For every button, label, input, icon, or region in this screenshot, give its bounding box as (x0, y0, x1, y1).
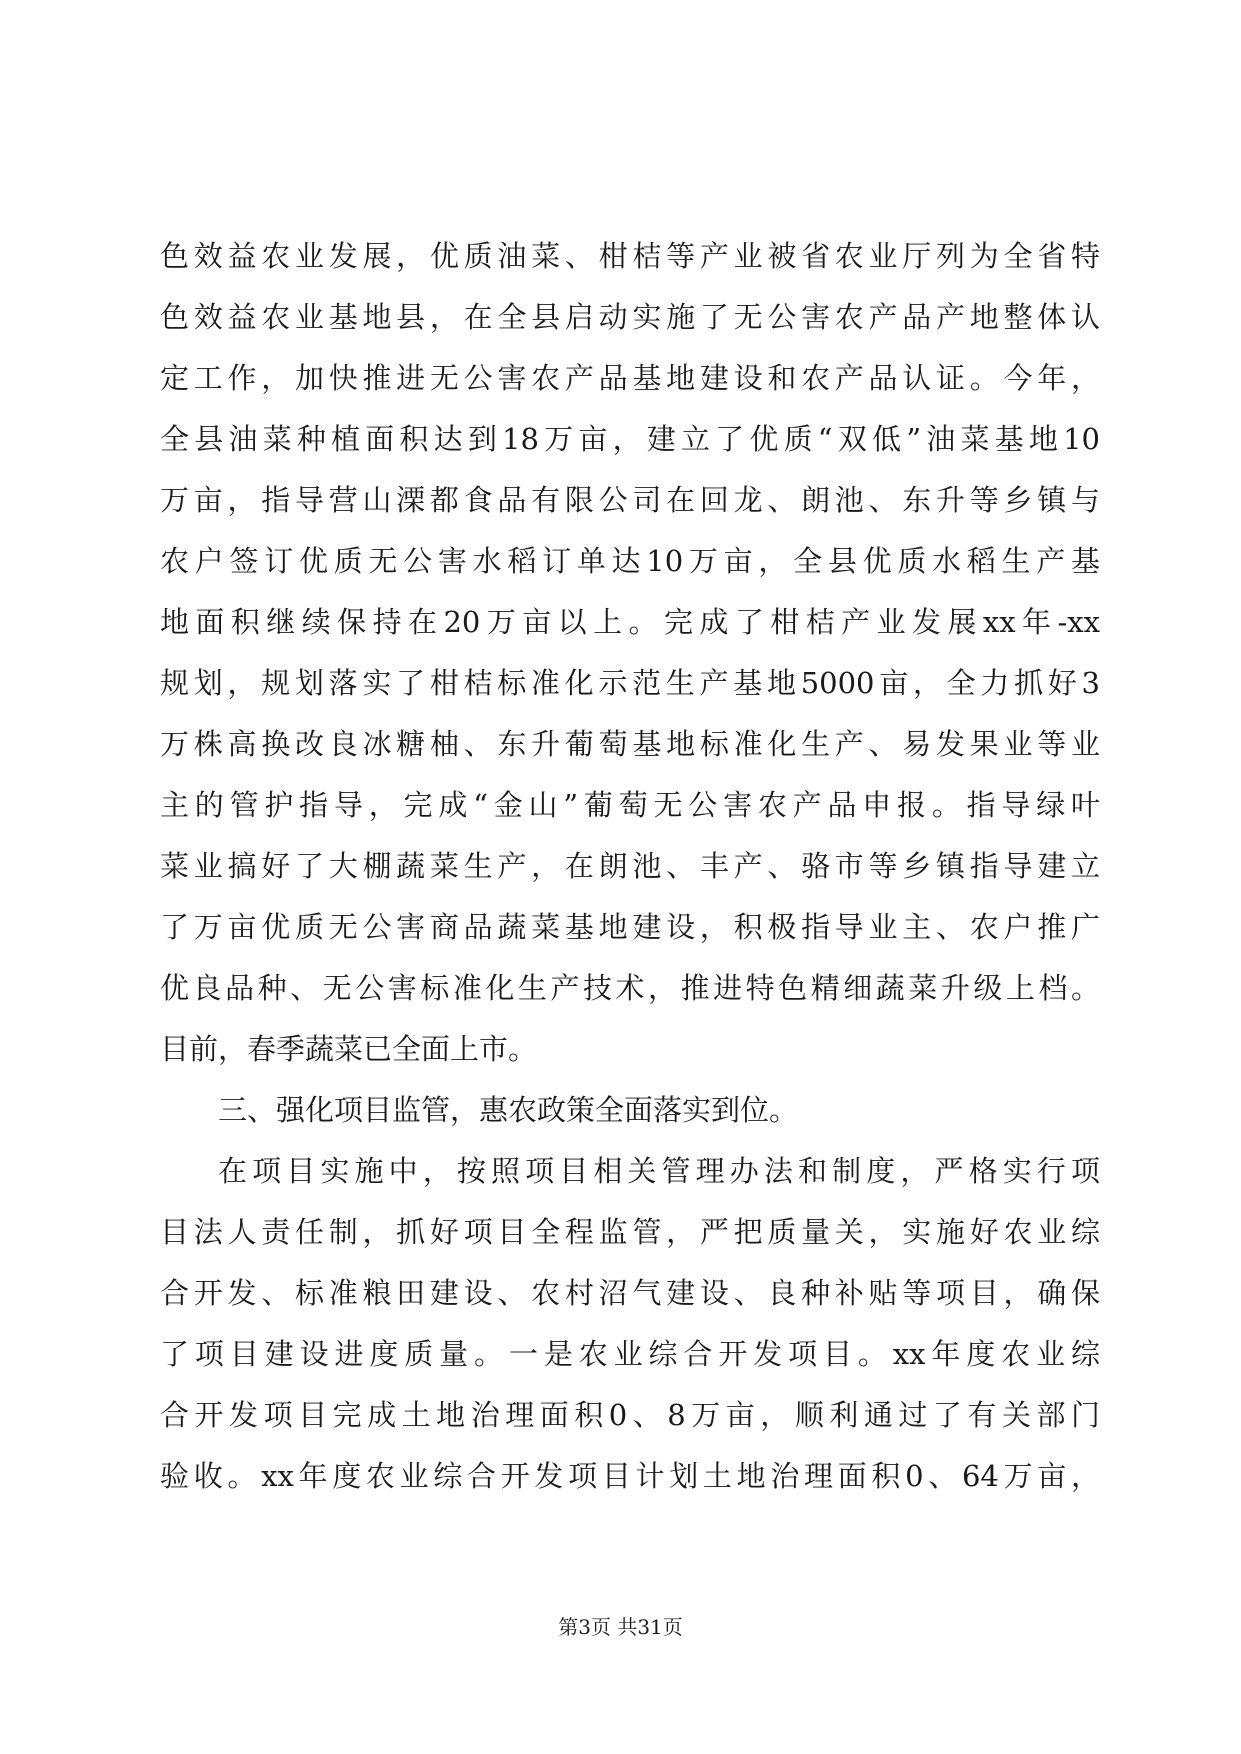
text-line: 目法人责任制，抓好项目全程监管，严把质量关，实施好农业综 (160, 1215, 1100, 1249)
text-line: 在项目实施中，按照项目相关管理办法和制度，严格实行项 (218, 1154, 1100, 1188)
text-line: 地面积继续保持在20万亩以上。完成了柑桔产业发展xx年-xx (160, 605, 1100, 639)
text-line: 目前，春季蔬菜已全面上市。 (160, 1032, 538, 1066)
text-line: 优良品种、无公害标准化生产技术，推进特色精细蔬菜升级上档。 (160, 971, 1100, 1005)
text-line: 万亩，指导营山溧都食品有限公司在回龙、朗池、东升等乡镇与 (160, 483, 1100, 517)
text-line: 菜业搞好了大棚蔬菜生产，在朗池、丰产、骆市等乡镇指导建立 (160, 849, 1100, 883)
text-line: 主的管护指导，完成“金山”葡萄无公害农产品申报。指导绿叶 (160, 788, 1100, 822)
text-line: 合开发、标准粮田建设、农村沼气建设、良种补贴等项目，确保 (160, 1276, 1100, 1310)
text-line: 验收。xx年度农业综合开发项目计划土地治理面积0、64万亩， (160, 1459, 1100, 1493)
text-line: 了项目建设进度质量。一是农业综合开发项目。xx年度农业综 (160, 1337, 1100, 1371)
text-line: 色效益农业发展，优质油菜、柑桔等产业被省农业厅列为全省特 (160, 239, 1100, 273)
text-line: 定工作，加快推进无公害农产品基地建设和农产品认证。今年， (160, 361, 1100, 395)
text-line: 全县油菜种植面积达到18万亩，建立了优质“双低”油菜基地10 (160, 422, 1100, 456)
text-line: 色效益农业基地县，在全县启动实施了无公害农产品产地整体认 (160, 300, 1100, 334)
text-line: 合开发项目完成土地治理面积0、8万亩，顺利通过了有关部门 (160, 1398, 1100, 1432)
document-body (160, 226, 1100, 1507)
page-number-footer: 第3页 共31页 (558, 1615, 683, 1639)
section-heading: 三、强化项目监管，惠农政策全面落实到位。 (218, 1093, 799, 1127)
text-line: 了万亩优质无公害商品蔬菜基地建设，积极指导业主、农户推广 (160, 910, 1100, 944)
text-line: 万株高换改良冰糖柚、东升葡萄基地标准化生产、易发果业等业 (160, 727, 1100, 761)
text-line: 农户签订优质无公害水稻订单达10万亩，全县优质水稻生产基 (160, 544, 1100, 578)
text-line: 规划，规划落实了柑桔标准化示范生产基地5000亩，全力抓好3 (160, 666, 1100, 700)
